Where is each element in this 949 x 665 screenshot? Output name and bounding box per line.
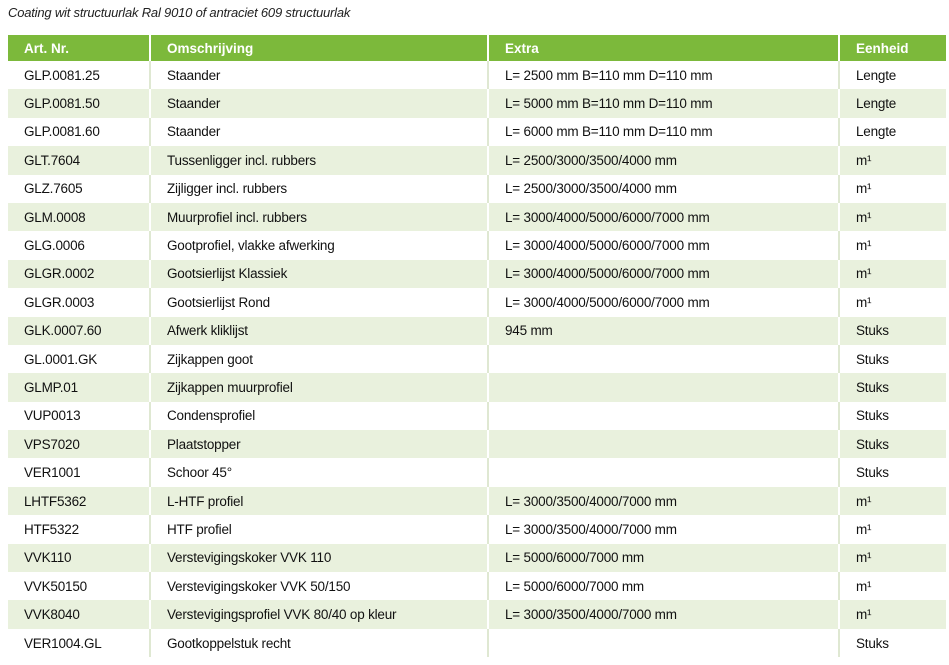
art-nr-cell: VUP0013: [8, 402, 150, 430]
table-row: [8, 146, 946, 174]
omschrijving-cell: Muurprofiel incl. rubbers: [150, 203, 488, 231]
eenheid-cell: m¹: [839, 203, 946, 231]
table-row: [8, 544, 946, 572]
art-nr-cell: GLGR.0003: [8, 288, 150, 316]
extra-cell: [488, 458, 839, 486]
extra-cell: [488, 373, 839, 401]
omschrijving-cell: Tussenligger incl. rubbers: [150, 146, 488, 174]
omschrijving-cell: Staander: [150, 89, 488, 117]
eenheid-cell: Stuks: [839, 373, 946, 401]
eenheid-cell: Stuks: [839, 402, 946, 430]
omschrijving-cell: Zijligger incl. rubbers: [150, 175, 488, 203]
extra-cell: L= 3000/3500/4000/7000 mm: [488, 487, 839, 515]
art-nr-cell: GLP.0081.50: [8, 89, 150, 117]
omschrijving-cell: Zijkappen muurprofiel: [150, 373, 488, 401]
table-row: [8, 487, 946, 515]
extra-cell: L= 2500/3000/3500/4000 mm: [488, 175, 839, 203]
omschrijving-cell: Staander: [150, 61, 488, 89]
table-row: [8, 61, 946, 89]
omschrijving-cell: Condensprofiel: [150, 402, 488, 430]
table-row: [8, 430, 946, 458]
table-row: [8, 89, 946, 117]
extra-cell: L= 3000/4000/5000/6000/7000 mm: [488, 203, 839, 231]
product-table: [8, 35, 946, 657]
table-row: [8, 288, 946, 316]
art-nr-cell: VPS7020: [8, 430, 150, 458]
art-nr-cell: GLZ.7605: [8, 175, 150, 203]
header-art-nr: Art. Nr.: [8, 35, 150, 61]
art-nr-cell: VER1004.GL: [8, 629, 150, 657]
art-nr-cell: GLP.0081.60: [8, 118, 150, 146]
omschrijving-cell: HTF profiel: [150, 515, 488, 543]
art-nr-cell: GLK.0007.60: [8, 317, 150, 345]
extra-cell: L= 2500/3000/3500/4000 mm: [488, 146, 839, 174]
omschrijving-cell: Gootprofiel, vlakke afwerking: [150, 231, 488, 259]
extra-cell: [488, 629, 839, 657]
eenheid-cell: Stuks: [839, 345, 946, 373]
eenheid-cell: Stuks: [839, 458, 946, 486]
table-row: [8, 600, 946, 628]
table-row: [8, 402, 946, 430]
omschrijving-cell: Verstevigingsprofiel VVK 80/40 op kleur: [150, 600, 488, 628]
header-omschrijving: Omschrijving: [150, 35, 488, 61]
table-row: [8, 203, 946, 231]
extra-cell: L= 5000/6000/7000 mm: [488, 544, 839, 572]
art-nr-cell: GLMP.01: [8, 373, 150, 401]
omschrijving-cell: Schoor 45°: [150, 458, 488, 486]
art-nr-cell: VER1001: [8, 458, 150, 486]
header-eenheid: Eenheid: [839, 35, 946, 61]
extra-cell: L= 6000 mm B=110 mm D=110 mm: [488, 118, 839, 146]
omschrijving-cell: Gootsierlijst Rond: [150, 288, 488, 316]
eenheid-cell: m¹: [839, 572, 946, 600]
eenheid-cell: m¹: [839, 288, 946, 316]
art-nr-cell: GL.0001.GK: [8, 345, 150, 373]
eenheid-cell: m¹: [839, 487, 946, 515]
omschrijving-cell: Plaatstopper: [150, 430, 488, 458]
extra-cell: [488, 402, 839, 430]
extra-cell: [488, 345, 839, 373]
eenheid-cell: m¹: [839, 231, 946, 259]
extra-cell: L= 5000/6000/7000 mm: [488, 572, 839, 600]
eenheid-cell: m¹: [839, 600, 946, 628]
art-nr-cell: VVK110: [8, 544, 150, 572]
eenheid-cell: Stuks: [839, 317, 946, 345]
omschrijving-cell: Zijkappen goot: [150, 345, 488, 373]
extra-cell: L= 3000/4000/5000/6000/7000 mm: [488, 288, 839, 316]
header-extra: Extra: [488, 35, 839, 61]
art-nr-cell: GLP.0081.25: [8, 61, 150, 89]
table-caption: Coating wit structuurlak Ral 9010 of antraciet 609 structuurlak: [8, 5, 351, 20]
header-row: [8, 35, 946, 61]
table-body: [8, 61, 946, 657]
eenheid-cell: Lengte: [839, 61, 946, 89]
omschrijving-cell: L-HTF profiel: [150, 487, 488, 515]
eenheid-cell: m¹: [839, 544, 946, 572]
table-row: [8, 118, 946, 146]
extra-cell: L= 3000/3500/4000/7000 mm: [488, 515, 839, 543]
table-row: [8, 572, 946, 600]
extra-cell: L= 3000/3500/4000/7000 mm: [488, 600, 839, 628]
art-nr-cell: VVK50150: [8, 572, 150, 600]
table-row: [8, 260, 946, 288]
art-nr-cell: GLT.7604: [8, 146, 150, 174]
eenheid-cell: m¹: [839, 515, 946, 543]
art-nr-cell: VVK8040: [8, 600, 150, 628]
eenheid-cell: Stuks: [839, 430, 946, 458]
extra-cell: L= 3000/4000/5000/6000/7000 mm: [488, 231, 839, 259]
extra-cell: [488, 430, 839, 458]
table-row: [8, 629, 946, 657]
eenheid-cell: m¹: [839, 260, 946, 288]
omschrijving-cell: Staander: [150, 118, 488, 146]
table-row: [8, 515, 946, 543]
table-row: [8, 345, 946, 373]
eenheid-cell: m¹: [839, 146, 946, 174]
extra-cell: L= 5000 mm B=110 mm D=110 mm: [488, 89, 839, 117]
extra-cell: 945 mm: [488, 317, 839, 345]
eenheid-cell: Lengte: [839, 89, 946, 117]
art-nr-cell: GLGR.0002: [8, 260, 150, 288]
art-nr-cell: LHTF5362: [8, 487, 150, 515]
omschrijving-cell: Afwerk kliklijst: [150, 317, 488, 345]
eenheid-cell: m¹: [839, 175, 946, 203]
table-row: [8, 317, 946, 345]
omschrijving-cell: Gootsierlijst Klassiek: [150, 260, 488, 288]
extra-cell: L= 2500 mm B=110 mm D=110 mm: [488, 61, 839, 89]
art-nr-cell: GLG.0006: [8, 231, 150, 259]
table-row: [8, 231, 946, 259]
omschrijving-cell: Gootkoppelstuk recht: [150, 629, 488, 657]
eenheid-cell: Lengte: [839, 118, 946, 146]
art-nr-cell: GLM.0008: [8, 203, 150, 231]
table-row: [8, 175, 946, 203]
table-row: [8, 373, 946, 401]
table-row: [8, 458, 946, 486]
art-nr-cell: HTF5322: [8, 515, 150, 543]
extra-cell: L= 3000/4000/5000/6000/7000 mm: [488, 260, 839, 288]
omschrijving-cell: Verstevigingskoker VVK 50/150: [150, 572, 488, 600]
omschrijving-cell: Verstevigingskoker VVK 110: [150, 544, 488, 572]
eenheid-cell: Stuks: [839, 629, 946, 657]
